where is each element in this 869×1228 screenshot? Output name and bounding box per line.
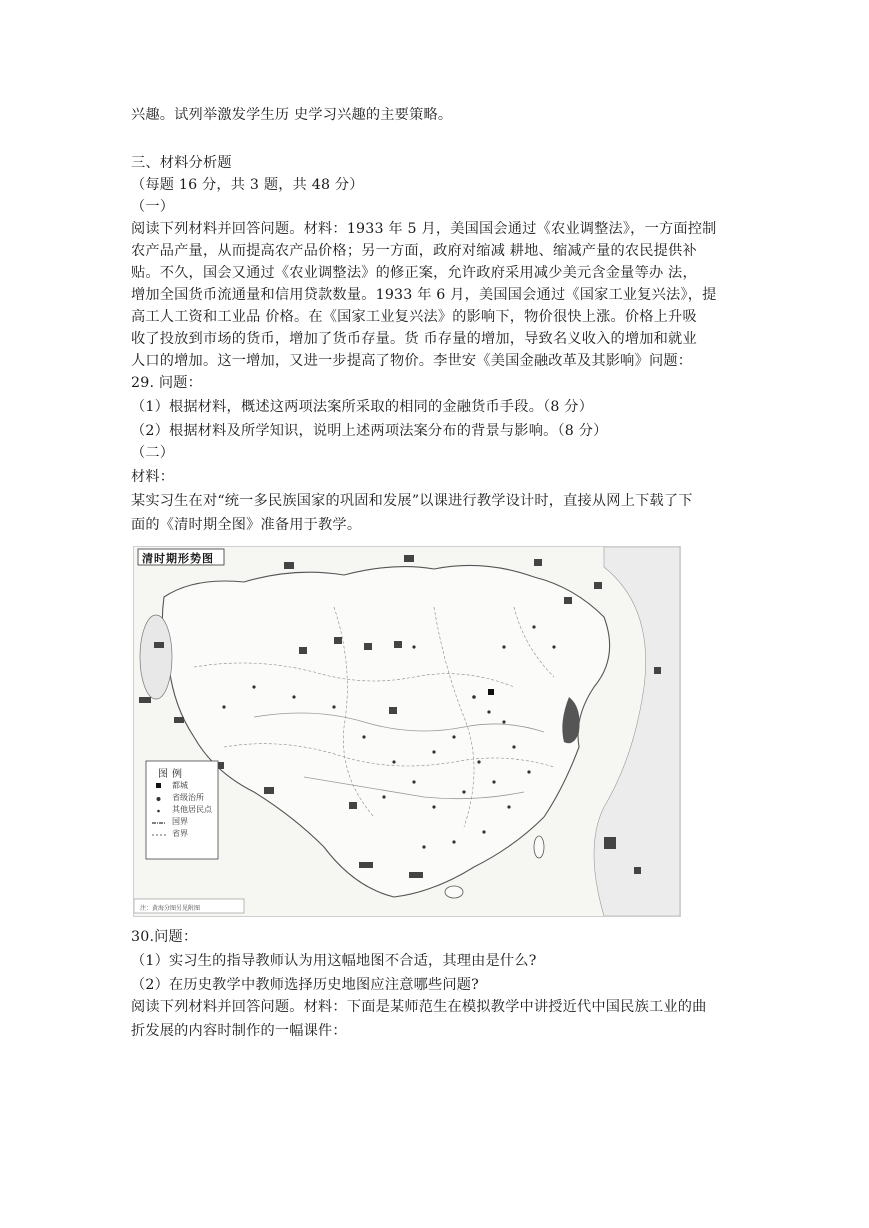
legend-provincial-seat: 省级治所	[172, 793, 204, 802]
material-line-1: 阅读下列材料并回答问题。材料：1933 年 5 月，美国国会通过《农业调整法》，一方面控制	[131, 221, 717, 237]
map-note: 注：黄海分图另见附图	[140, 905, 201, 912]
question-29-2: （2）根据材料及所学知识，说明上述两项法案分布的背景与影响。（8 分）	[131, 423, 608, 439]
question-29-1: （1）根据材料，概述这两项法案所采取的相同的金融货币手段。（8 分）	[131, 399, 594, 415]
material-2-line-1: 某实习生在对“统一多民族国家的巩固和发展”以课进行教学设计时，直接从网上下载了下	[131, 493, 693, 509]
legend-national-border: 国界	[172, 817, 188, 826]
material-label: 材料：	[131, 469, 175, 485]
material-line-6: 收了投放到市场的货币，增加了货币存量。货 币存量的增加，导致名义收入的增加和就业	[131, 331, 697, 347]
material-line-3: 贴。不久，国会又通过《农业调整法》的修正案，允许政府采用减少美元含金量等办 法，	[131, 265, 697, 281]
question-30-1: （1）实习生的指导教师认为用这幅地图不合适，其理由是什么?	[131, 953, 537, 969]
material-3-line-2: 折发展的内容时制作的一幅课件：	[131, 1023, 347, 1039]
material-line-7: 人口的增加。这一增加，又进一步提高了物价。李世安《美国金融改革及其影响》问题：	[131, 353, 693, 369]
map-drawing	[134, 547, 680, 916]
map-title: 清时期形势图	[142, 552, 214, 565]
section-scoring: （每题 16 分，共 3 题，共 48 分）	[131, 177, 364, 193]
material-line-2: 农产品产量，从而提高农产品价格；另一方面，政府对缩减 耕地、缩减产量的农民提供补	[131, 243, 697, 259]
question-30: 30.问题：	[131, 929, 198, 945]
material-3-line-1: 阅读下列材料并回答问题。材料：下面是某师范生在模拟教学中讲授近代中国民族工业的曲	[131, 999, 707, 1015]
legend-provincial-border: 省界	[172, 829, 188, 838]
question-29: 29. 问题：	[131, 375, 203, 391]
legend-title: 图例	[158, 769, 186, 780]
material-line-4: 增加全国货币流通量和信用贷款数量。1933 年 6 月，美国国会通过《国家工业复兴法》，提	[131, 287, 717, 303]
subsection-2: （二）	[131, 445, 175, 461]
subsection-1: （一）	[131, 199, 175, 215]
line-1: 兴趣。试列举激发学生历 史学习兴趣的主要策略。	[131, 107, 453, 123]
qing-dynasty-map	[133, 546, 681, 917]
material-2-line-2: 面的《清时期全图》准备用于教学。	[131, 517, 362, 533]
question-30-2: （2）在历史教学中教师选择历史地图应注意哪些问题?	[131, 977, 479, 993]
section-heading: 三、材料分析题	[131, 155, 232, 171]
legend-settlement: 其他居民点	[172, 805, 212, 814]
legend-capital: 都城	[172, 781, 188, 790]
material-line-5: 高工人工资和工业品 价格。在《国家工业复兴法》的影响下，物价很快上涨。价格上升吸	[131, 309, 697, 325]
